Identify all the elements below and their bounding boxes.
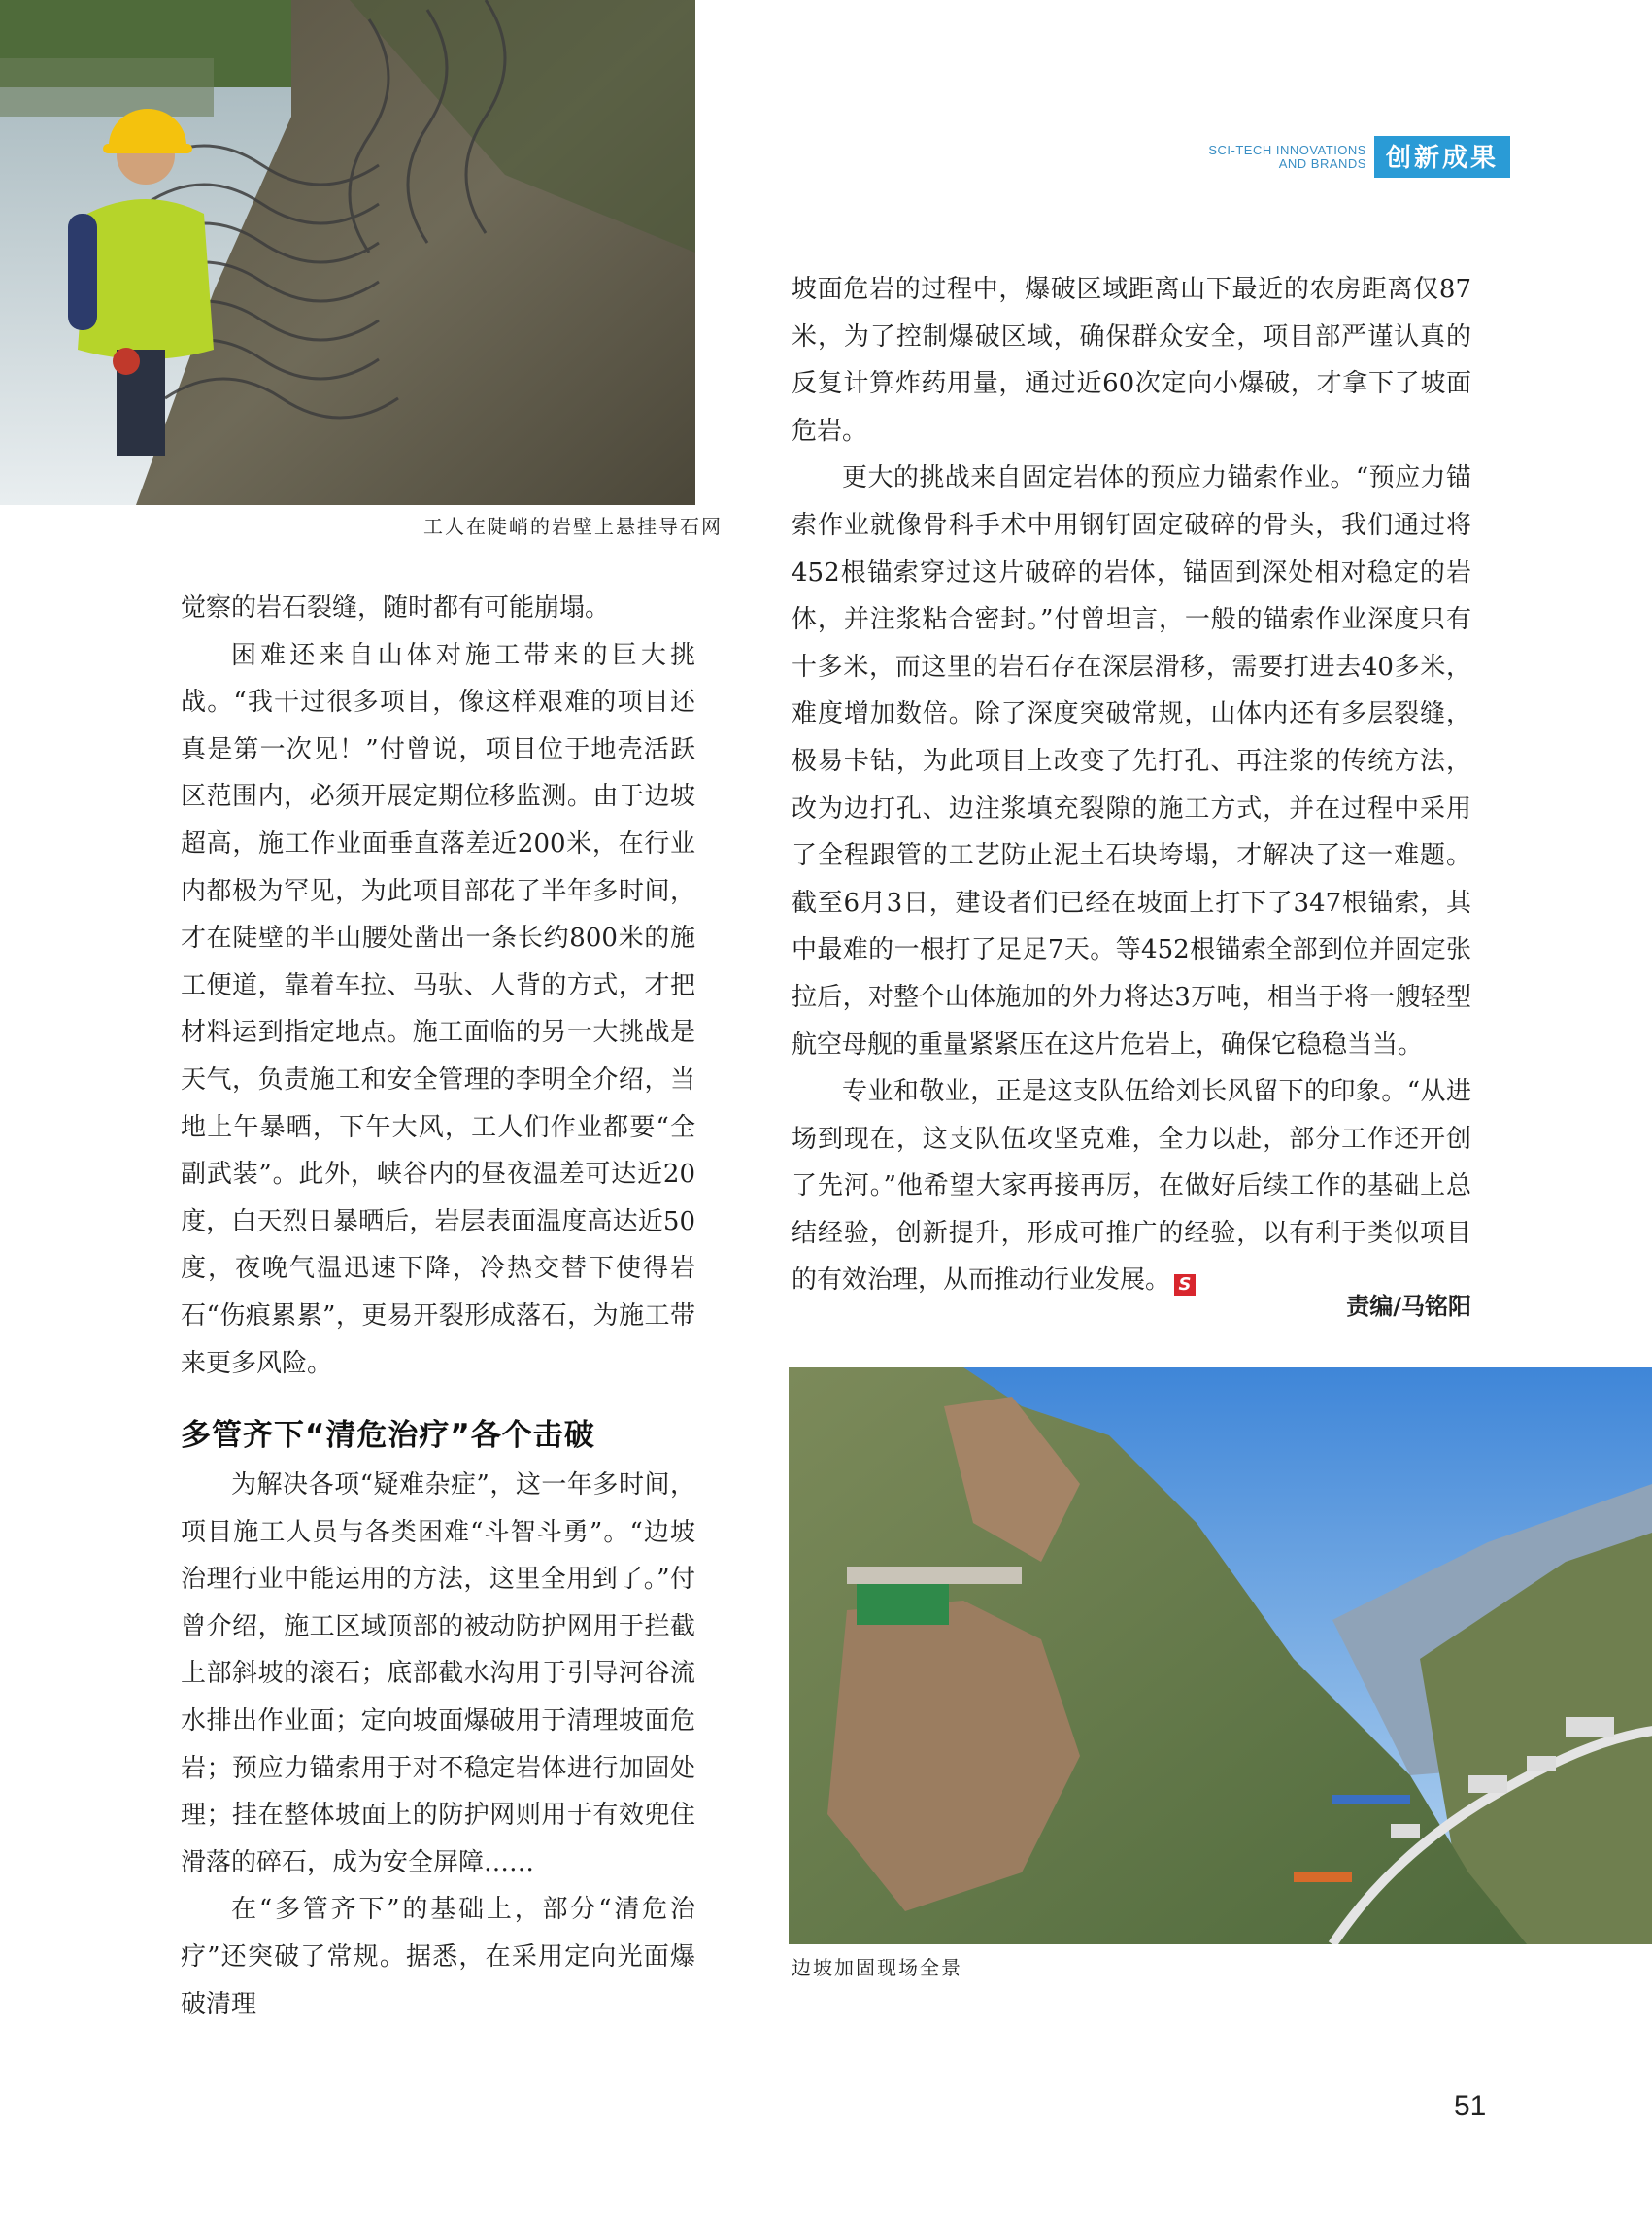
paragraph: 困难还来自山体对施工带来的巨大挑战。“我干过很多项目，像这样艰难的项目还真是第一次见！”付曾说，项目位于地壳活跃区范围内，必须开展定期位移监测。由于边坡超高，施工作业面垂直落差近200米，在行业内都极为罕见，为此项目部花了半年多时间，才在陡壁的半山腰处凿出一条长约800米的施工便道，靠着车拉、马驮、人背的方式，才把材料运到指定地点。施工面临的另一大挑战是天气，负责施工和安全管理的李明全介绍，当地上午暴晒，下午大风，工人们作业都要“全副武装”。此外，峡谷内的昼夜温差可达近20度，白天烈日暴晒后，岩层表面温度高达近50度，夜晚气温迅速下降，冷热交替下使得岩石“伤痕累累”，更易开裂形成落石，为施工带来更多风险。 <box>181 640 695 1378</box>
section-header <box>1208 136 1510 178</box>
left-column-bottom <box>181 1462 695 2028</box>
article-end-icon: S <box>1174 1274 1196 1296</box>
section-en-line1: SCI-TECH INNOVATIONS <box>1208 142 1366 157</box>
paragraph-last <box>792 1068 1471 1304</box>
section-subheading: 多管齐下“清危治疗”各个击破 <box>181 1418 595 1453</box>
section-en-label <box>1208 144 1366 171</box>
left-column-top <box>181 585 695 1387</box>
editor-credit: 责编/马铭阳 <box>1346 1293 1471 1320</box>
panorama-photo-image <box>789 1367 1652 1944</box>
panorama-photo <box>789 1367 1652 1944</box>
paragraph: 在“多管齐下”的基础上，部分“清危治疗”还突破了常规。据悉，在采用定向光面爆破清理 <box>181 1895 695 2019</box>
worker-photo <box>0 0 695 505</box>
section-en-line2: AND BRANDS <box>1278 155 1366 171</box>
panorama-photo-caption: 边坡加固现场全景 <box>792 1956 962 1979</box>
section-cn-label: 创新成果 <box>1374 136 1510 178</box>
worker-photo-image <box>0 0 695 505</box>
paragraph: 坡面危岩的过程中，爆破区域距离山下最近的农房距离仅87米，为了控制爆破区域，确保群众安全，项目部严谨认真的反复计算炸药用量，通过近60次定向小爆破，才拿下了坡面危岩。 <box>792 275 1471 446</box>
paragraph: 为解决各项“疑难杂症”，这一年多时间，项目施工人员与各类困难“斗智斗勇”。“边坡治理行业中能运用的方法，这里全用到了。”付曾介绍，施工区域顶部的被动防护网用于拦截上部斜坡的滚石；底部截水沟用于引导河谷流水排出作业面；定向坡面爆破用于清理坡面危岩；预应力锚索用于对不稳定岩体进行加固处理；挂在整体坡面上的防护网则用于有效兜住滑落的碎石，成为安全屏障…… <box>181 1470 695 1877</box>
paragraph: 觉察的岩石裂缝，随时都有可能崩塌。 <box>181 593 611 623</box>
page-number: 51 <box>1454 2090 1487 2122</box>
worker-photo-caption: 工人在陡峭的岩壁上悬挂导石网 <box>423 515 723 538</box>
paragraph-text: 专业和敬业，正是这支队伍给刘长风留下的印象。“从进场到现在，这支队伍攻坚克难，全力以赴，部分工作还开创了先河。”他希望大家再接再厉，在做好后续工作的基础上总结经验，创新提升，形成可推广的经验，以有利于类似项目的有效治理，从而推动行业发展。 <box>792 1077 1471 1296</box>
right-column <box>792 266 1471 1304</box>
paragraph: 更大的挑战来自固定岩体的预应力锚索作业。“预应力锚索作业就像骨科手术中用钢钉固定破碎的骨头，我们通过将452根锚索穿过这片破碎的岩体，锚固到深处相对稳定的岩体，并注浆粘合密封。”付曾坦言，一般的锚索作业深度只有十多米，而这里的岩石存在深层滑移，需要打进去40多米，难度增加数倍。除了深度突破常规，山体内还有多层裂缝，极易卡钻，为此项目上改变了先打孔、再注浆的传统方法，改为边打孔、边注浆填充裂隙的施工方式，并在过程中采用了全程跟管的工艺防止泥土石块垮塌，才解决了这一难题。截至6月3日，建设者们已经在坡面上打下了347根锚索，其中最难的一根打了足足7天。等452根锚索全部到位并固定张拉后，对整个山体施加的外力将达3万吨，相当于将一艘轻型航空母舰的重量紧紧压在这片危岩上，确保它稳稳当当。 <box>792 463 1471 1060</box>
